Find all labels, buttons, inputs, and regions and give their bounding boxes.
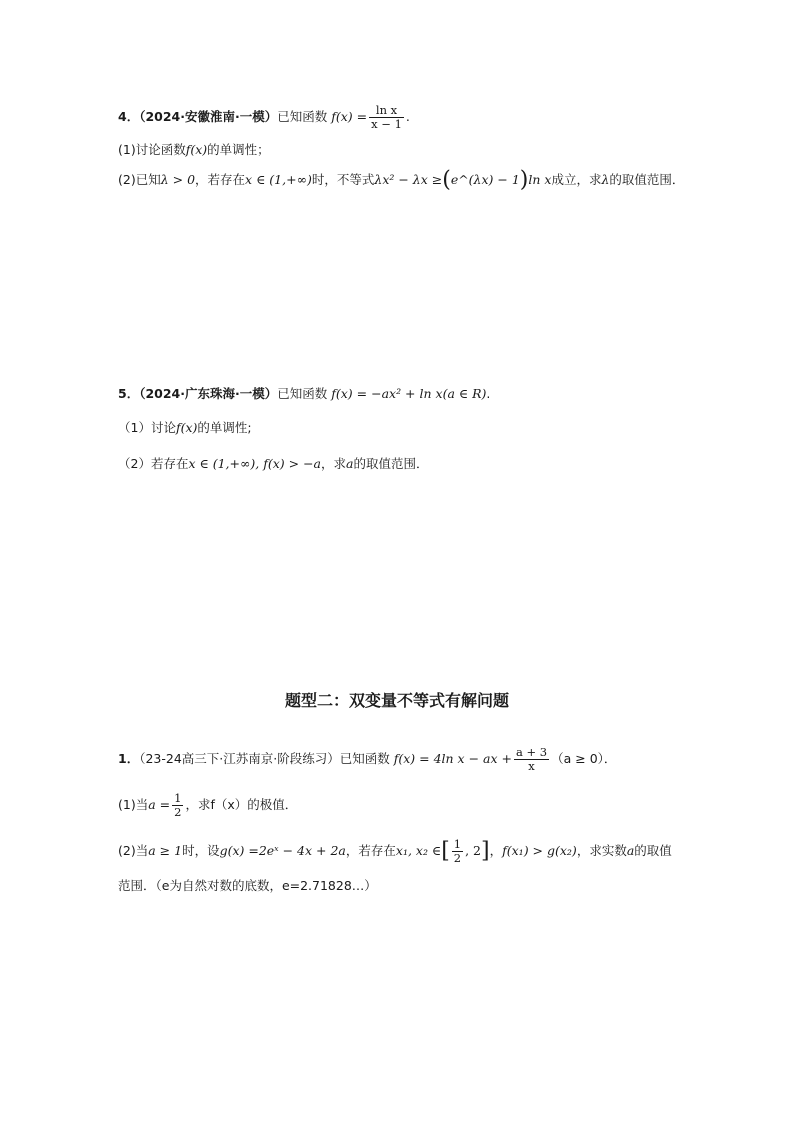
- part-text: ，求实数: [576, 843, 627, 858]
- problem-5-part-2: [118, 454, 429, 474]
- problem-5-part-1: [118, 418, 252, 438]
- part-text: 的单调性;: [197, 420, 252, 435]
- math-expression: a: [626, 843, 635, 858]
- interval-end: , 2: [465, 843, 482, 858]
- part-text: ，求: [185, 797, 211, 812]
- math-expression: f(x) = 4ln x − ax +: [393, 751, 512, 766]
- part-text: 时，不等式: [311, 172, 375, 187]
- math-expression: g(x) =2eˣ − 4x + 2a: [219, 843, 346, 858]
- math-expression: f(x): [185, 142, 208, 157]
- part-text: 的取值范围．: [609, 172, 685, 187]
- math-expression: λ: [601, 172, 610, 187]
- bracket-close: ]: [481, 838, 490, 864]
- condition: （a ≥ 0）: [551, 751, 604, 766]
- math-expression: e^(λx) − 1: [450, 172, 520, 187]
- math-expression: a =: [148, 797, 171, 812]
- fraction-numerator: 1: [453, 837, 462, 851]
- math-expression: x₁, x₂ ∈: [395, 843, 442, 858]
- part-text: 时，设: [182, 843, 220, 858]
- part-label: (1): [118, 142, 136, 157]
- part-text: 成立，求: [551, 172, 602, 187]
- fraction: [172, 792, 183, 819]
- part-text: ，若存在: [345, 843, 396, 858]
- stem-text: 已知函数: [339, 751, 390, 766]
- stem-end: .: [486, 386, 491, 401]
- math-expression: a ≥ 1: [148, 843, 183, 858]
- function-lhs: f(x) =: [331, 109, 368, 124]
- section2-problem-1-part-2-cont: [118, 876, 377, 896]
- part-text: 已知: [135, 172, 161, 187]
- section2-problem-1-part-2: [118, 838, 672, 865]
- math-expression: f(x) = −ax² + ln x(a ∈ R): [331, 386, 487, 401]
- section-title: 题型二：双变量不等式有解问题: [284, 691, 509, 710]
- part-label: (2): [118, 172, 136, 187]
- problem-number: 4．: [118, 109, 140, 124]
- stem-end: ．: [603, 751, 617, 766]
- fraction-denominator: x − 1: [371, 117, 402, 131]
- part-text: ，若存在: [195, 172, 246, 187]
- paren-close: ): [519, 167, 529, 193]
- part-label: （1）: [118, 420, 151, 435]
- fraction: [369, 104, 404, 131]
- stem-end: .: [405, 109, 410, 124]
- math-expression: x ∈ (1,+∞), f(x) > −a: [188, 456, 322, 471]
- math-expression: ln x: [528, 172, 552, 187]
- section2-problem-1-part-1: [118, 792, 297, 819]
- section2-problem-1-stem: [118, 746, 616, 773]
- problem-4-part-1: [118, 140, 270, 160]
- math-expression: x ∈ (1,+∞): [245, 172, 312, 187]
- math-expression: λx² − λx ≥: [374, 172, 443, 187]
- fraction-numerator: 1: [174, 791, 182, 805]
- part-text: 讨论: [150, 420, 176, 435]
- part-text: 讨论函数: [135, 142, 186, 157]
- part-text: 范围．（e为自然对数的底数，e=2.71828…）: [118, 878, 377, 893]
- math-expression: f（x）: [210, 797, 248, 812]
- problem-number: 5．: [118, 386, 140, 401]
- problem-source: （23-24高三下·江苏南京·阶段练习）: [139, 751, 340, 766]
- part-text: ，: [489, 843, 503, 858]
- math-expression: f(x): [175, 420, 198, 435]
- part-text: 的取值范围．: [353, 456, 429, 471]
- fraction-denominator: x: [528, 759, 535, 773]
- part-label: (2): [118, 843, 136, 858]
- fraction: [514, 746, 549, 773]
- part-text: 当: [135, 797, 149, 812]
- fraction-numerator: ln x: [369, 104, 404, 118]
- fraction: [452, 838, 463, 865]
- fraction-denominator: 2: [174, 805, 182, 819]
- part-text: ，求: [321, 456, 347, 471]
- part-text: 的单调性；: [207, 142, 270, 157]
- part-label: （2）: [118, 456, 151, 471]
- part-text: 的极值．: [247, 797, 298, 812]
- paren-open: (: [442, 167, 451, 193]
- part-text: 当: [135, 843, 149, 858]
- problem-source: （2024·安徽淮南·一模）: [139, 109, 278, 124]
- part-label: (1): [118, 797, 136, 812]
- problem-source: （2024·广东珠海·一模）: [139, 386, 278, 401]
- stem-text: 已知函数: [277, 109, 328, 124]
- problem-4-part-2: [118, 167, 685, 193]
- part-text: 若存在: [150, 456, 189, 471]
- stem-text: 已知函数: [277, 386, 328, 401]
- fraction-denominator: 2: [453, 851, 462, 865]
- problem-number: 1．: [118, 751, 140, 766]
- part-text: 的取值: [634, 843, 672, 858]
- math-expression: λ > 0: [160, 172, 196, 187]
- problem-5-stem: [118, 384, 490, 404]
- math-expression: f(x₁) > g(x₂): [502, 843, 577, 858]
- problem-4-stem: [118, 104, 410, 131]
- math-expression: a: [346, 456, 354, 471]
- bracket-open: [: [441, 838, 450, 864]
- fraction-numerator: a + 3: [515, 745, 548, 759]
